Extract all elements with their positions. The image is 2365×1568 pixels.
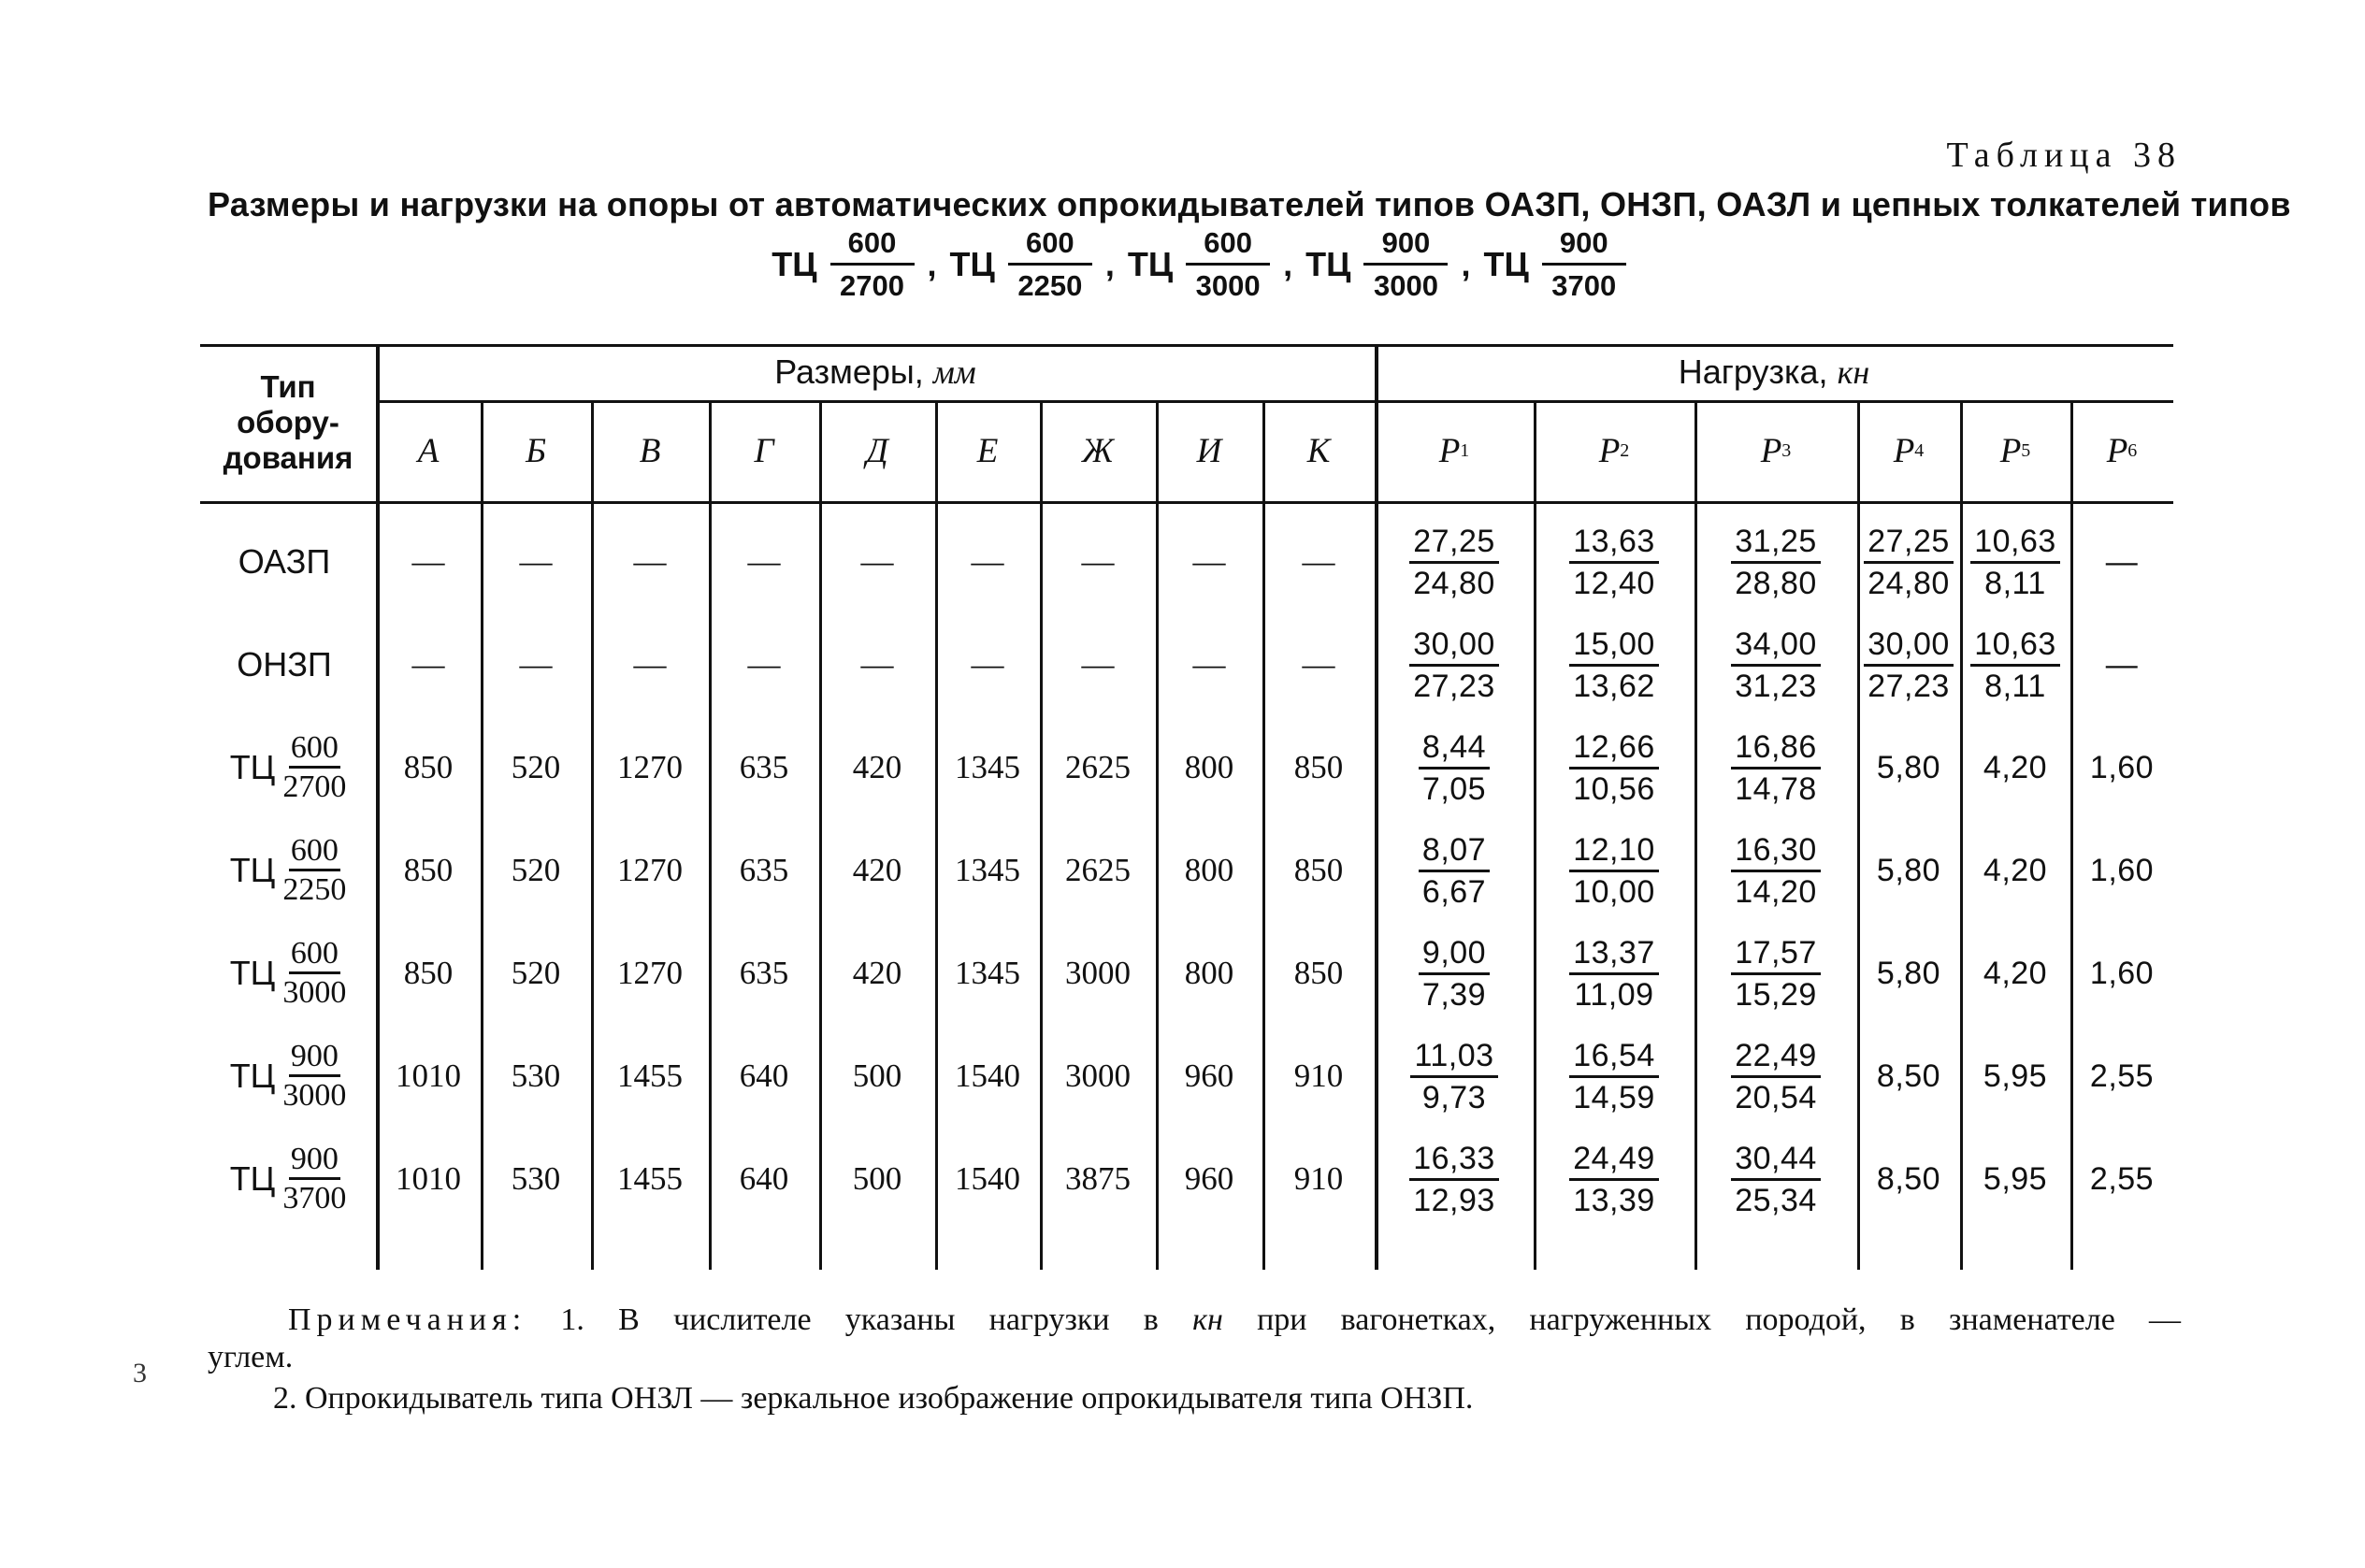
load-column-header [1534, 400, 1694, 501]
caption-separator: , [1283, 244, 1293, 283]
caption-fraction-numerator: 900 [1542, 228, 1626, 266]
load-fraction [1569, 1140, 1659, 1218]
size-column-header: К [1306, 431, 1331, 470]
caption-fraction-denominator: 3700 [1551, 269, 1617, 302]
size-value: — [747, 646, 781, 683]
load-unit: кн [1837, 353, 1870, 391]
load-denominator: 14,59 [1573, 1079, 1655, 1115]
load-numerator: 16,54 [1569, 1040, 1659, 1078]
load-value [1534, 613, 1694, 716]
load-fraction [1419, 728, 1490, 807]
load-value [1694, 819, 1857, 922]
row-label-numerator: 900 [289, 1144, 340, 1180]
load-value: — [2105, 646, 2139, 683]
load-value [1534, 819, 1694, 922]
load-value [1960, 613, 2070, 716]
load-fraction [1864, 525, 1954, 599]
size-column-header: Ж [1082, 431, 1114, 470]
size-value: 1270 [617, 749, 683, 785]
type-column-header [200, 344, 376, 501]
table-number: Таблица 38 [1946, 136, 2182, 175]
size-value: 635 [739, 749, 789, 785]
load-numerator: 24,49 [1569, 1143, 1659, 1181]
load-denominator: 14,78 [1735, 770, 1817, 807]
load-column-sub: 1 [1460, 439, 1470, 461]
row-label-type: ОНЗП [237, 645, 332, 683]
load-value [1534, 922, 1694, 1025]
load-fraction [1569, 831, 1659, 910]
load-fraction [1731, 1037, 1821, 1115]
size-value: 800 [1184, 955, 1234, 991]
row-label-fraction [282, 1041, 346, 1112]
size-value: 850 [1293, 955, 1344, 991]
size-value: — [860, 543, 894, 580]
load-denominator: 15,29 [1735, 976, 1817, 1013]
load-numerator: 30,44 [1731, 1143, 1821, 1181]
caption-fraction-prefix: ТЦ [1483, 244, 1529, 283]
size-value: — [971, 646, 1004, 683]
load-numerator: 8,44 [1419, 731, 1490, 770]
size-value: 635 [739, 955, 789, 991]
caption-fraction-item [1305, 228, 1448, 300]
load-denominator: 25,34 [1735, 1182, 1817, 1218]
load-numerator: 16,86 [1731, 731, 1821, 770]
size-value: 1010 [396, 1057, 461, 1094]
load-fraction [1731, 628, 1821, 702]
caption-fraction-prefix: ТЦ [1305, 244, 1351, 283]
load-column-header [1857, 400, 1960, 501]
caption-fraction [1363, 228, 1448, 300]
type-column-header-line: дования [223, 440, 353, 475]
row-label-fraction [282, 732, 346, 803]
load-fraction [1569, 934, 1659, 1013]
size-value: 1540 [955, 1057, 1020, 1094]
load-value [1694, 511, 1857, 613]
load-column-base: P [2106, 431, 2128, 470]
load-numerator: 11,03 [1410, 1040, 1497, 1078]
load-column-base: P [1999, 431, 2022, 470]
load-value [1694, 1025, 1857, 1128]
type-column-header-line: обору- [237, 405, 339, 439]
load-numerator: 30,00 [1864, 628, 1954, 667]
note-1-text-b: при вагонетках, нагруженных породой, в знаменателе — [1257, 1302, 2181, 1337]
size-value: — [519, 543, 553, 580]
size-value: — [860, 646, 894, 683]
size-value: 520 [511, 749, 561, 785]
load-value [1375, 922, 1534, 1025]
load-column-sub: 3 [1781, 439, 1792, 461]
size-value: 1010 [396, 1160, 461, 1197]
caption-fractions [208, 228, 2190, 300]
size-value: 910 [1293, 1160, 1344, 1197]
load-numerator: 15,00 [1569, 628, 1659, 667]
load-fraction [1731, 728, 1821, 807]
caption-fraction [1186, 228, 1270, 300]
caption-fraction-prefix: ТЦ [1127, 244, 1174, 283]
load-denominator: 14,20 [1735, 873, 1817, 910]
load-numerator: 22,49 [1731, 1040, 1821, 1078]
row-label [200, 716, 376, 819]
row-label [200, 1128, 376, 1230]
caption-fraction-denominator: 3000 [1195, 269, 1261, 302]
size-value: 3875 [1065, 1160, 1131, 1197]
caption-fraction-item [1128, 228, 1270, 300]
caption-fraction-item [1483, 228, 1625, 300]
load-value: 1,60 [2089, 955, 2155, 991]
caption-fraction-prefix: ТЦ [772, 244, 817, 283]
caption-fraction-denominator: 2250 [1017, 269, 1083, 302]
load-fraction [1731, 525, 1821, 599]
load-fraction [1569, 628, 1659, 702]
load-denominator: 7,05 [1421, 770, 1487, 807]
row-label-denominator: 2700 [282, 770, 347, 804]
load-fraction [1864, 628, 1954, 702]
size-column-header: В [639, 431, 661, 470]
load-column-header [1960, 400, 2070, 501]
load-numerator: 10,63 [1970, 525, 2060, 564]
load-column-base: P [1760, 431, 1782, 470]
size-column-header: И [1196, 431, 1222, 470]
size-value: 850 [403, 955, 454, 991]
load-denominator: 12,40 [1573, 565, 1655, 601]
load-value: 5,80 [1876, 749, 1941, 785]
load-numerator: 9,00 [1419, 937, 1490, 975]
load-column-sub: 5 [2021, 439, 2031, 461]
size-value: 420 [852, 749, 902, 785]
row-label-denominator: 3000 [282, 975, 347, 1010]
size-value: 500 [852, 1160, 902, 1197]
caption-fraction-item [950, 228, 1092, 300]
size-value: 3000 [1065, 1057, 1131, 1094]
row-label [200, 819, 376, 922]
caption-fraction-prefix: ТЦ [949, 244, 995, 283]
load-column-header [1694, 400, 1857, 501]
load-value [1375, 1128, 1534, 1230]
row-label-denominator: 3000 [282, 1078, 347, 1113]
load-value [1694, 1128, 1857, 1230]
size-value: — [411, 646, 445, 683]
sizes-unit: мм [932, 353, 976, 391]
load-fraction [1409, 1140, 1499, 1218]
load-value [1694, 613, 1857, 716]
row-label-type: ТЦ [229, 1159, 276, 1198]
load-denominator: 13,62 [1573, 668, 1655, 704]
row-label-numerator: 600 [289, 835, 340, 871]
load-denominator: 12,93 [1413, 1182, 1495, 1218]
caption-fraction-numerator: 600 [1008, 228, 1092, 266]
load-fraction [1970, 525, 2060, 599]
sizes-group-header [376, 344, 1375, 400]
load-denominator: 7,39 [1421, 976, 1487, 1013]
size-value: 1345 [955, 749, 1020, 785]
size-value: 2625 [1065, 749, 1131, 785]
row-label [200, 1025, 376, 1128]
size-value: 960 [1184, 1057, 1234, 1094]
row-label [200, 511, 376, 613]
load-denominator: 11,09 [1574, 976, 1654, 1013]
size-value: — [1192, 543, 1226, 580]
caption-fraction [1542, 228, 1626, 300]
load-value: 1,60 [2089, 852, 2155, 888]
size-value: 640 [739, 1057, 789, 1094]
size-value: 1345 [955, 852, 1020, 888]
size-value: 850 [1293, 852, 1344, 888]
size-value: 500 [852, 1057, 902, 1094]
row-label-type: ТЦ [229, 748, 276, 786]
type-column-header-line: Тип [260, 369, 316, 404]
size-column-header: Е [976, 431, 999, 470]
load-denominator: 28,80 [1735, 565, 1817, 601]
caption-fraction [1008, 228, 1092, 300]
load-numerator: 16,33 [1409, 1143, 1499, 1181]
row-label-fraction [282, 835, 346, 906]
load-label: Нагрузка, [1678, 352, 1828, 391]
load-value: 5,80 [1876, 852, 1941, 888]
size-value: 2625 [1065, 852, 1131, 888]
size-value: — [1302, 646, 1335, 683]
data-table [200, 344, 2173, 1270]
load-fraction [1410, 1037, 1497, 1115]
row-label-denominator: 3700 [282, 1181, 347, 1216]
row-label-type: ОАЗП [238, 542, 331, 581]
size-value: — [747, 543, 781, 580]
load-value [1694, 922, 1857, 1025]
load-value: 2,55 [2089, 1160, 2155, 1197]
row-label [200, 922, 376, 1025]
size-value: — [1302, 543, 1335, 580]
load-column-base: P [1438, 431, 1461, 470]
note-1-unit: кн [1192, 1302, 1223, 1337]
size-value: — [633, 646, 667, 683]
caption-fraction-numerator: 900 [1363, 228, 1448, 266]
load-value [1375, 511, 1534, 613]
row-label-denominator: 2250 [282, 872, 347, 907]
caption-separator: , [1104, 244, 1115, 283]
size-value: 850 [403, 852, 454, 888]
row-label-type: ТЦ [229, 851, 276, 889]
load-denominator: 31,23 [1735, 668, 1817, 704]
load-value [1857, 613, 1960, 716]
size-value: 1455 [617, 1160, 683, 1197]
page-mark: 3 [133, 1358, 147, 1388]
size-value: 1455 [617, 1057, 683, 1094]
note-2: 2. Опрокидыватель типа ОНЗЛ — зеркальное изображение опрокидывателя типа ОНЗП. [273, 1381, 1474, 1416]
size-value: 960 [1184, 1160, 1234, 1197]
table-caption: Размеры и нагрузки на опоры от автоматических опрокидывателей типов ОАЗП, ОНЗП, ОАЗЛ и цепных толкателей типов [208, 185, 2291, 223]
load-column-base: P [1893, 431, 1915, 470]
load-column-sub: 2 [1620, 439, 1630, 461]
caption-fraction-denominator: 2700 [840, 269, 904, 302]
load-value [1375, 613, 1534, 716]
load-value [1960, 511, 2070, 613]
size-value: 530 [511, 1057, 561, 1094]
load-value [1534, 1128, 1694, 1230]
load-denominator: 10,56 [1573, 770, 1655, 807]
load-value [1857, 511, 1960, 613]
load-value [1534, 1025, 1694, 1128]
size-value: — [411, 543, 445, 580]
load-value [1694, 716, 1857, 819]
load-fraction [1419, 934, 1490, 1013]
load-value [1534, 511, 1694, 613]
load-fraction [1970, 628, 2060, 702]
load-fraction [1731, 1140, 1821, 1218]
size-value: 800 [1184, 852, 1234, 888]
row-label-type: ТЦ [229, 954, 276, 992]
load-value: 4,20 [1983, 852, 2048, 888]
load-group-header [1375, 344, 2173, 400]
load-value: 2,55 [2089, 1057, 2155, 1094]
load-fraction [1569, 1037, 1659, 1115]
size-column-header: Д [866, 431, 888, 470]
size-value: 800 [1184, 749, 1234, 785]
load-numerator: 16,30 [1731, 834, 1821, 872]
row-label [200, 613, 376, 716]
load-column-header [2070, 400, 2173, 501]
size-value: 420 [852, 955, 902, 991]
size-value: 640 [739, 1160, 789, 1197]
caption-separator: , [1461, 244, 1471, 283]
load-denominator: 6,67 [1421, 873, 1487, 910]
row-label-fraction [282, 1144, 346, 1215]
load-numerator: 34,00 [1731, 628, 1821, 667]
load-value: 5,95 [1983, 1160, 2048, 1197]
load-numerator: 12,66 [1569, 731, 1659, 770]
size-value: 1270 [617, 955, 683, 991]
load-denominator: 27,23 [1413, 668, 1495, 704]
caption-fraction-numerator: 600 [1186, 228, 1270, 266]
load-value: — [2105, 543, 2139, 580]
load-value [1375, 819, 1534, 922]
size-value: 420 [852, 852, 902, 888]
sizes-label: Размеры, [774, 352, 924, 391]
size-value: — [1081, 543, 1115, 580]
size-value: 520 [511, 852, 561, 888]
caption-fraction-numerator: 600 [830, 228, 915, 266]
size-column-header: Б [526, 431, 546, 470]
size-value: 850 [403, 749, 454, 785]
note-1-text-a: 1. В числителе указаны нагрузки в [560, 1302, 1159, 1337]
load-numerator: 13,37 [1569, 937, 1659, 975]
load-fraction [1569, 728, 1659, 807]
size-value: 530 [511, 1160, 561, 1197]
caption-fraction-item [772, 228, 914, 300]
load-value: 1,60 [2089, 749, 2155, 785]
load-fraction [1409, 628, 1499, 702]
load-column-sub: 4 [1914, 439, 1925, 461]
size-value: 910 [1293, 1057, 1344, 1094]
caption-fraction [830, 228, 915, 300]
load-denominator: 27,23 [1867, 668, 1950, 704]
size-value: 3000 [1065, 955, 1131, 991]
caption-fraction-denominator: 3000 [1373, 269, 1438, 302]
note-1-continued: углем. [208, 1340, 294, 1374]
size-value: — [519, 646, 553, 683]
load-column-sub: 6 [2127, 439, 2138, 461]
row-label-type: ТЦ [229, 1057, 276, 1095]
notes-title: Примечания: [288, 1302, 527, 1337]
size-value: 1540 [955, 1160, 1020, 1197]
load-denominator: 20,54 [1735, 1079, 1817, 1115]
load-column-base: P [1598, 431, 1621, 470]
load-value: 5,95 [1983, 1057, 2048, 1094]
load-numerator: 13,63 [1569, 525, 1659, 564]
row-label-numerator: 600 [289, 938, 340, 974]
size-column-header: А [417, 431, 440, 470]
load-value: 8,50 [1876, 1160, 1941, 1197]
load-value: 4,20 [1983, 955, 2048, 991]
load-denominator: 24,80 [1867, 565, 1950, 601]
load-fraction [1419, 831, 1490, 910]
load-fraction [1569, 525, 1659, 599]
size-value: — [633, 543, 667, 580]
caption-separator: , [927, 244, 937, 283]
load-column-header [1375, 400, 1534, 501]
load-value: 5,80 [1876, 955, 1941, 991]
load-denominator: 10,00 [1573, 873, 1655, 910]
load-denominator: 13,39 [1573, 1182, 1655, 1218]
load-numerator: 12,10 [1569, 834, 1659, 872]
row-label-fraction [282, 938, 346, 1009]
size-value: — [1081, 646, 1115, 683]
load-value: 4,20 [1983, 749, 2048, 785]
load-value [1375, 1025, 1534, 1128]
note-1 [288, 1302, 2181, 1339]
load-numerator: 27,25 [1409, 525, 1499, 564]
load-numerator: 31,25 [1731, 525, 1821, 564]
load-denominator: 8,11 [1984, 668, 2046, 704]
load-numerator: 30,00 [1409, 628, 1499, 667]
size-value: 850 [1293, 749, 1344, 785]
load-value [1375, 716, 1534, 819]
load-fraction [1731, 934, 1821, 1013]
load-numerator: 17,57 [1731, 937, 1821, 975]
load-value: 8,50 [1876, 1057, 1941, 1094]
size-value: — [971, 543, 1004, 580]
load-numerator: 8,07 [1419, 834, 1490, 872]
size-column-header: Г [754, 431, 774, 470]
size-value: 1270 [617, 852, 683, 888]
load-numerator: 10,63 [1970, 628, 2060, 667]
load-fraction [1731, 831, 1821, 910]
load-numerator: 27,25 [1864, 525, 1954, 564]
size-value: 1345 [955, 955, 1020, 991]
row-label-numerator: 900 [289, 1041, 340, 1077]
header-bottom-rule [200, 501, 2173, 504]
size-value: 635 [739, 852, 789, 888]
row-label-numerator: 600 [289, 732, 340, 769]
load-denominator: 24,80 [1413, 565, 1495, 601]
load-denominator: 9,73 [1421, 1079, 1487, 1115]
size-value: 520 [511, 955, 561, 991]
size-value: — [1192, 646, 1226, 683]
load-denominator: 8,11 [1984, 565, 2046, 601]
load-value [1534, 716, 1694, 819]
load-fraction [1409, 525, 1499, 599]
